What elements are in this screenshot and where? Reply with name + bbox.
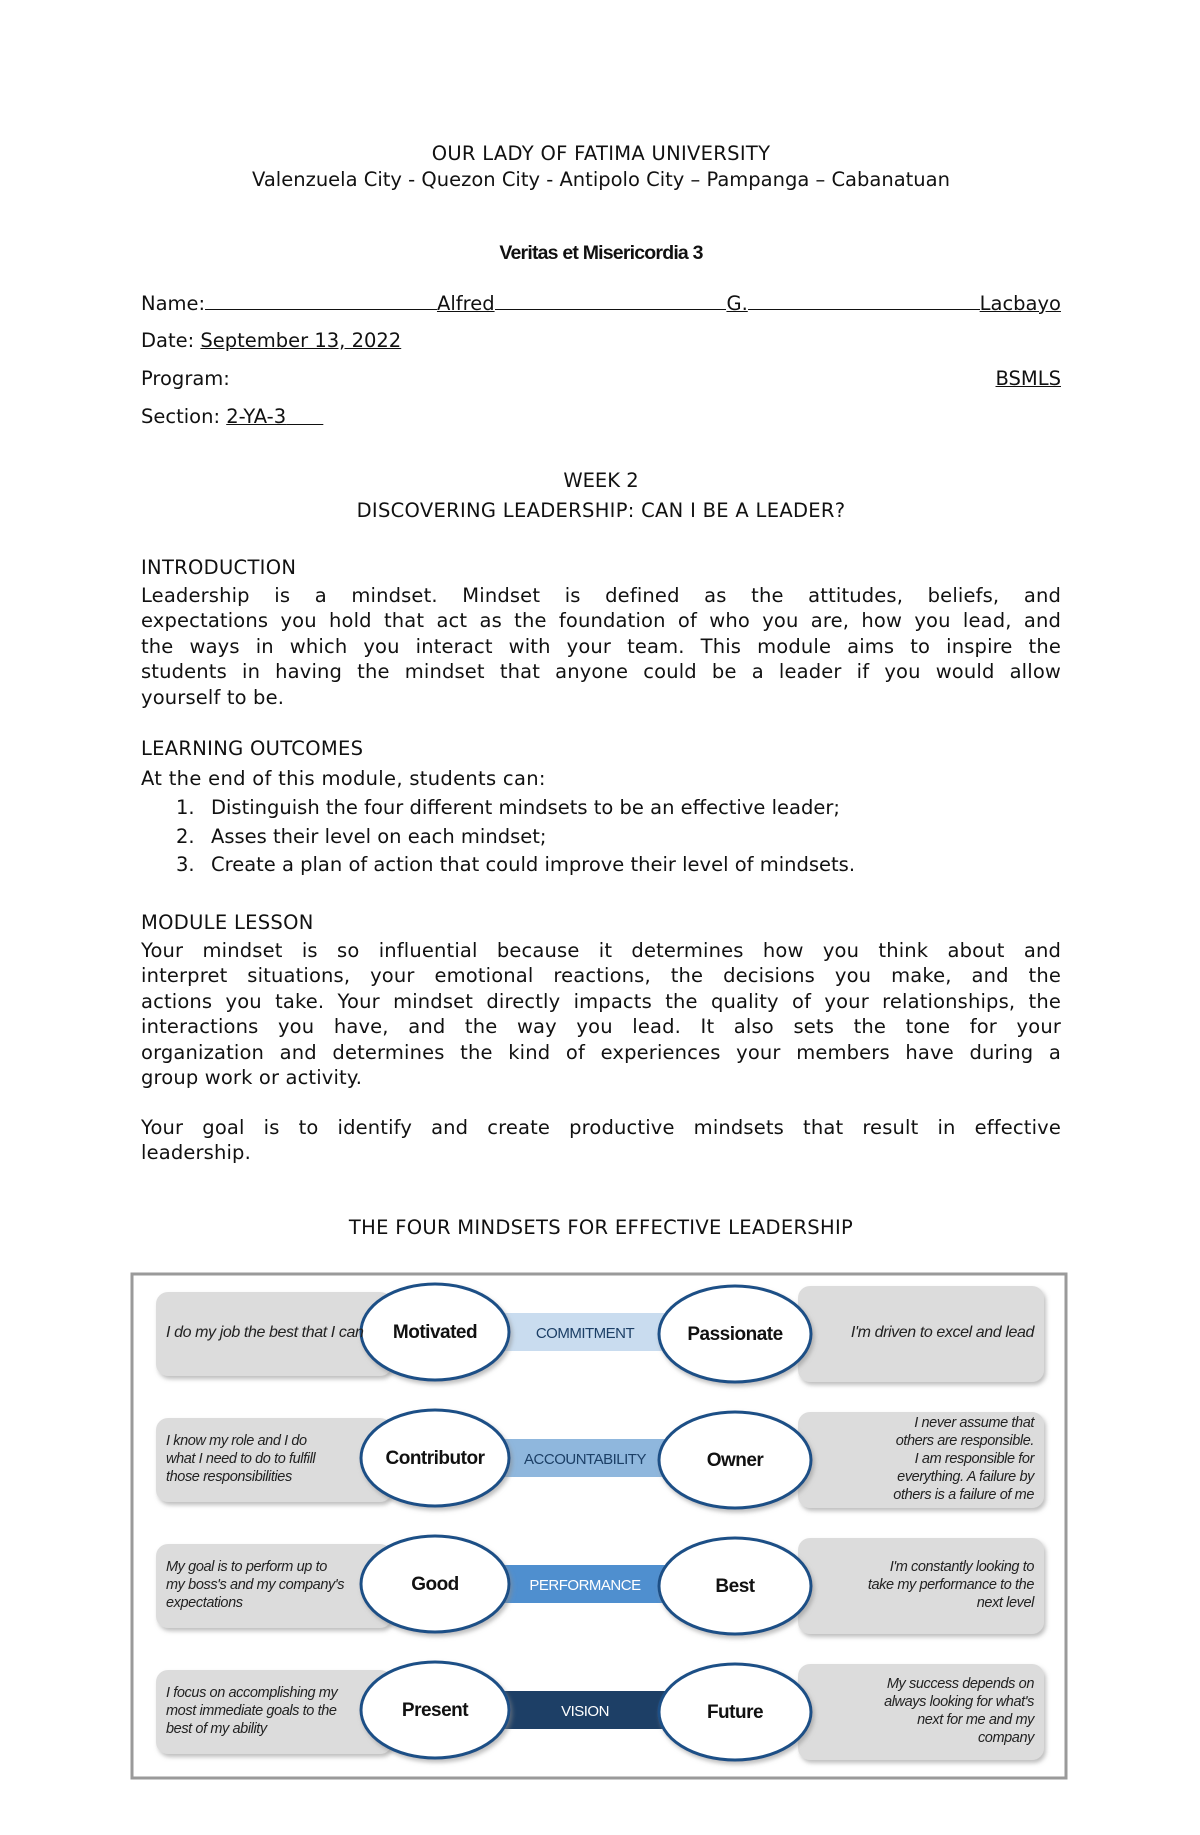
section-text: 2-YA-3 <box>226 405 287 428</box>
section-field <box>141 405 1061 433</box>
date-label: Date: <box>141 329 201 352</box>
program-value: BSMLS <box>995 367 1061 390</box>
name-label: Name: <box>141 292 206 315</box>
figure-title: THE FOUR MINDSETS FOR EFFECTIVE LEADERSHIP <box>348 1216 854 1239</box>
outcomes-lead: At the end of this module, students can: <box>141 767 546 790</box>
right-description-line: I'm constantly looking to <box>889 1559 1034 1575</box>
right-description-line: others are responsible. <box>895 1433 1034 1449</box>
paragraph-line: Leadership is a mindset. Mindset is defined as the attitudes, beliefs, and <box>141 584 1061 607</box>
week-title: DISCOVERING LEADERSHIP: CAN I BE A LEADER? <box>356 499 846 522</box>
list-item <box>176 796 840 819</box>
from-mindset-label: Good <box>411 1574 459 1595</box>
last-name: Lacbayo <box>979 292 1061 315</box>
right-description-line: next for me and my <box>917 1712 1034 1728</box>
bridge-label: COMMITMENT <box>535 1325 635 1342</box>
list-item <box>176 853 855 876</box>
bridge-label: PERFORMANCE <box>529 1577 641 1594</box>
left-description-line: those responsibilities <box>166 1469 292 1485</box>
week-label: WEEK 2 <box>563 469 639 492</box>
right-description-line: My success depends on <box>886 1676 1034 1692</box>
four-mindsets-diagram <box>130 1272 1070 1782</box>
name-underline <box>495 309 727 310</box>
goal-paragraph <box>141 1115 1061 1166</box>
left-description-line: my boss's and my company's <box>166 1577 345 1593</box>
left-description-line: My goal is to perform up to <box>166 1559 327 1575</box>
paragraph-line: Your goal is to identify and create productive mindsets that result in effective <box>141 1116 1061 1139</box>
list-number: 2. <box>176 825 195 848</box>
date-field <box>141 329 1061 357</box>
paragraph-line: expectations you hold that act as the foundation of who you are, how you lead, and <box>141 609 1061 633</box>
course-title: Veritas et Misericordia 3 <box>499 242 703 264</box>
left-description-line: what I need to do to fulfill <box>166 1451 316 1467</box>
from-mindset-label: Contributor <box>385 1448 485 1469</box>
list-text: Distinguish the four different mindsets to be an effective leader; <box>211 796 840 819</box>
right-description-line: others is a failure of me <box>893 1487 1034 1503</box>
right-description-line: next level <box>976 1595 1034 1611</box>
date-value: September 13, 2022 <box>200 329 402 352</box>
from-mindset-label: Motivated <box>392 1322 478 1343</box>
first-name: Alfred <box>436 292 495 315</box>
program-label: Program: <box>141 367 230 390</box>
paragraph-line: interactions you have, and the way you lead. It also sets the tone for your <box>141 1015 1061 1039</box>
name-underline <box>205 309 437 310</box>
to-mindset-label: Best <box>715 1576 755 1597</box>
right-description-line: take my performance to the <box>867 1577 1034 1593</box>
list-text: Create a plan of action that could improve their level of mindsets. <box>211 853 856 876</box>
to-mindset-label: Passionate <box>687 1324 783 1345</box>
name-underline <box>748 309 980 310</box>
paragraph-line: interpret situations, your emotional reactions, the decisions you make, and the <box>141 964 1061 988</box>
paragraph-line: the ways in which you interact with your team. This module aims to inspire the <box>141 634 1061 658</box>
to-mindset-label: Future <box>706 1702 764 1723</box>
paragraph-line: yourself to be. <box>141 685 285 709</box>
middle-initial: G. <box>726 292 748 315</box>
left-description-line: most immediate goals to the <box>166 1703 337 1719</box>
left-description-line: I focus on accomplishing my <box>166 1685 338 1701</box>
to-mindset-label: Owner <box>706 1450 764 1471</box>
outcomes-heading: LEARNING OUTCOMES <box>141 737 364 760</box>
paragraph-line: group work or activity. <box>141 1065 363 1089</box>
campus-list: Valenzuela City - Quezon City - Antipolo City – Pampanga – Cabanatuan <box>252 168 950 191</box>
paragraph-line: leadership. <box>141 1141 251 1165</box>
left-description-line: I do my job the best that I can <box>166 1324 364 1341</box>
section-value <box>226 405 323 428</box>
right-description-line: I never assume that <box>914 1415 1034 1431</box>
list-text: Asses their level on each mindset; <box>211 825 547 848</box>
right-description-line: I am responsible for <box>914 1451 1034 1467</box>
paragraph-line: actions you take. Your mindset directly impacts the quality of your relationships, the <box>141 989 1061 1013</box>
bridge-label: VISION <box>561 1703 609 1720</box>
introduction-paragraph <box>141 583 1061 710</box>
list-number: 1. <box>176 796 195 819</box>
left-description-line: best of my ability <box>166 1721 267 1737</box>
lesson-heading: MODULE LESSON <box>141 911 314 934</box>
left-description-line: expectations <box>166 1595 243 1611</box>
left-description-line: I know my role and I do <box>166 1433 307 1449</box>
right-description-line: I'm driven to excel and lead <box>850 1324 1034 1341</box>
introduction-heading: INTRODUCTION <box>141 556 297 579</box>
program-field <box>141 367 1061 395</box>
lesson-paragraph <box>141 938 1061 1090</box>
bridge-label: ACCOUNTABILITY <box>524 1451 646 1468</box>
paragraph-line: Your mindset is so influential because it determines how you think about and <box>141 939 1061 962</box>
right-description-line: always looking for what's <box>884 1694 1034 1710</box>
list-item <box>176 825 546 848</box>
right-description-line: company <box>977 1730 1034 1746</box>
right-description-line: everything. A failure by <box>897 1469 1034 1485</box>
paragraph-line: organization and determines the kind of experiences your members have during a <box>141 1040 1061 1064</box>
name-field <box>141 292 1061 320</box>
university-name: OUR LADY OF FATIMA UNIVERSITY <box>431 142 771 165</box>
list-number: 3. <box>176 853 195 876</box>
from-mindset-label: Present <box>401 1700 469 1721</box>
section-label: Section: <box>141 405 227 428</box>
paragraph-line: students in having the mindset that anyone could be a leader if you would allow <box>141 660 1061 684</box>
